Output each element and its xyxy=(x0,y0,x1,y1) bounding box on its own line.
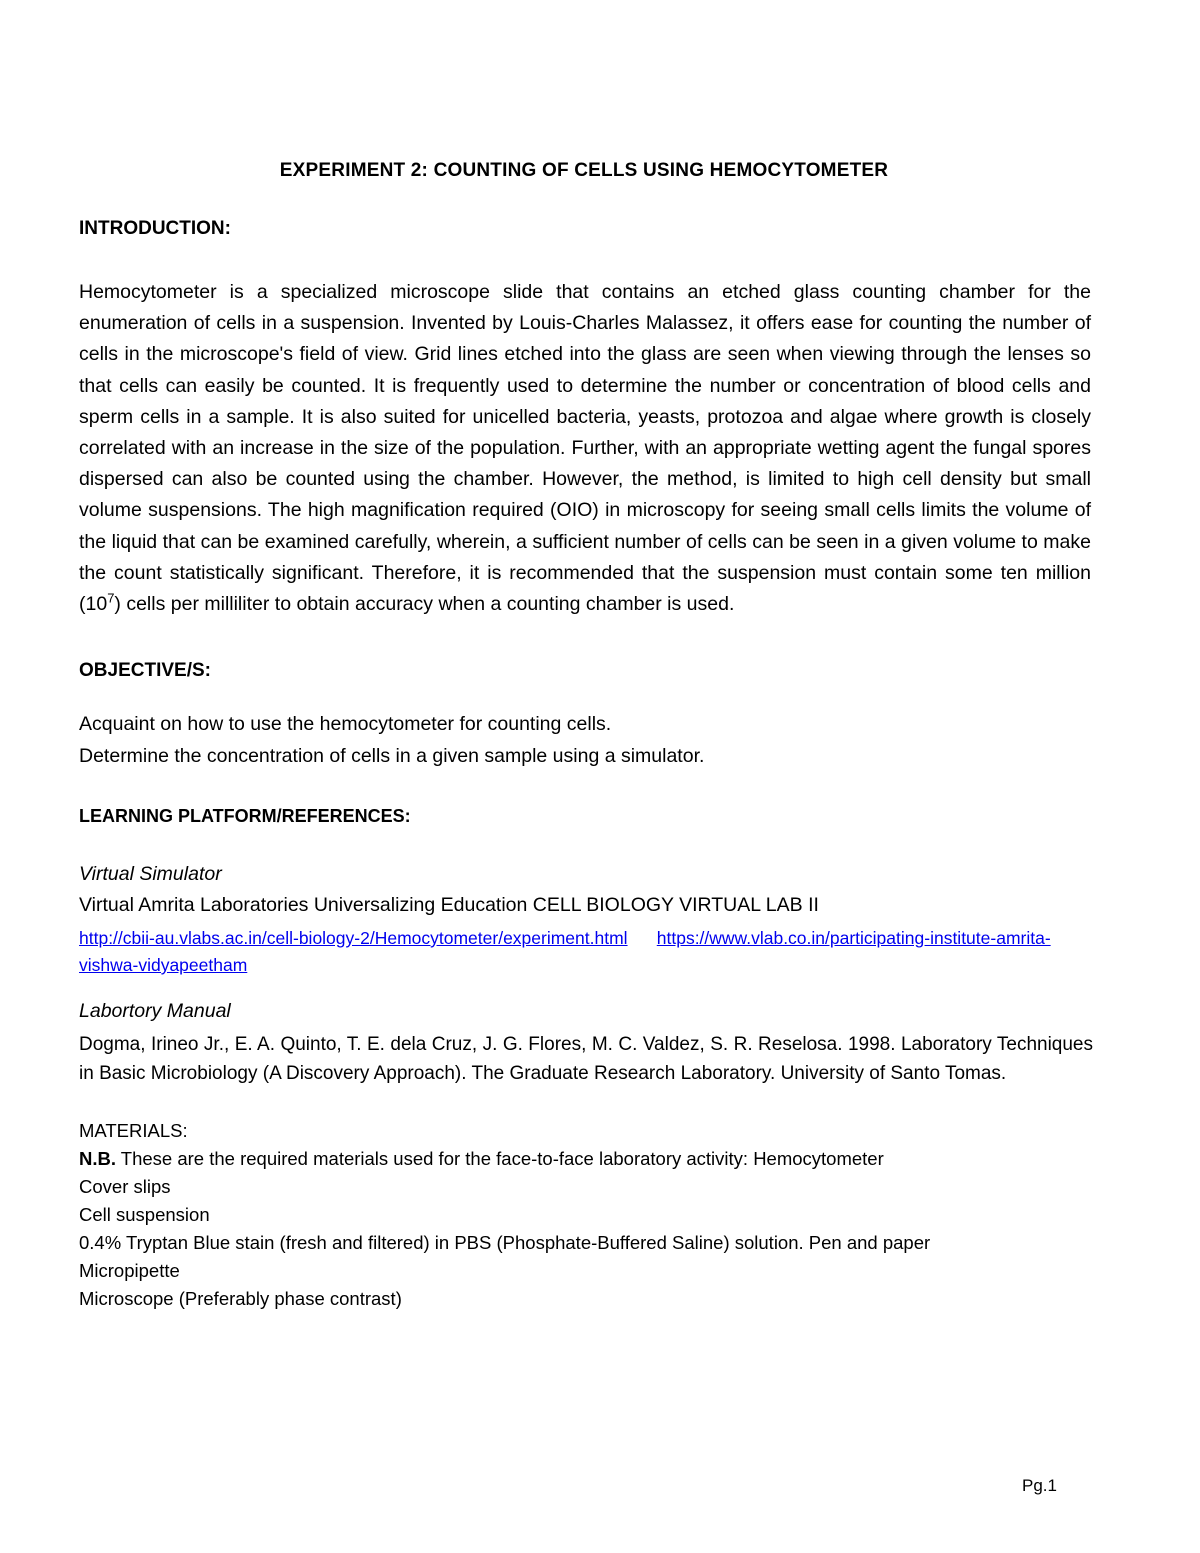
introduction-paragraph xyxy=(79,277,1091,620)
material-item: Cover slips xyxy=(79,1176,171,1197)
materials-heading: MATERIALS: xyxy=(79,1120,188,1141)
material-item: Cell suspension xyxy=(79,1204,210,1225)
simulator-link[interactable]: http://cbii-au.vlabs.ac.in/cell-biology-2/Hemocytometer/experiment.html xyxy=(79,928,628,948)
introduction-text-end: ) cells per milliliter to obtain accuracy when a counting chamber is used. xyxy=(114,593,735,616)
document-title: EXPERIMENT 2: COUNTING OF CELLS USING HEMOCYTOMETER xyxy=(279,160,889,181)
introduction-heading: INTRODUCTION: xyxy=(79,218,231,239)
material-item: 0.4% Tryptan Blue stain (fresh and filtered) in PBS (Phosphate-Buffered Saline) solution. Pen and paper xyxy=(79,1232,931,1253)
nb-text: These are the required materials used for the face-to-face laboratory activity: Hemocytometer xyxy=(116,1148,884,1169)
materials-note xyxy=(79,1148,884,1170)
introduction-text: Hemocytometer is a specialized microscope slide that contains an etched glass counting chamber for the enumeration of cells in a suspension. Invented by Louis-Charles Malassez, it offers ease for counting the number of cells in the microscope's field of view. Grid lines etched into the glass are seen when viewing through the lenses so that cells can easily be counted. It is frequently used to determine the number or concentration of blood cells and sperm cells in a sample. It is also suited for unicelled bacteria, yeasts, protozoa and algae where growth is closely correlated with an increase in the size of the population. Further, with an appropriate wetting agent the fungal spores dispersed can also be counted using the chamber. However, the method, is limited to high cell density but small volume suspensions. The high magnification required (OIO) in microscopy for seeing small cells limits the volume of the liquid that can be examined carefully, wherein, a sufficient number of cells can be seen in a given volume to make the count statistically significant. Therefore, it is recommended that the suspension must contain some ten million (10 xyxy=(79,281,1091,616)
nb-label: N.B. xyxy=(79,1148,116,1169)
exponent: 7 xyxy=(107,590,115,606)
page-number: Pg.1 xyxy=(1022,1476,1057,1495)
manual-citation: Dogma, Irineo Jr., E. A. Quinto, T. E. dela Cruz, J. G. Flores, M. C. Valdez, S. R. Reselosa. 1998. Laboratory Techniques in Basic Microbiology (A Discovery Approach). The Graduate Research Laboratory. University of Santo Tomas. xyxy=(79,1034,1093,1084)
simulator-links xyxy=(79,925,1093,979)
objective-item: Acquaint on how to use the hemocytometer for counting cells. xyxy=(79,713,612,735)
objectives-heading: OBJECTIVE/S: xyxy=(79,660,211,681)
material-item: Micropipette xyxy=(79,1260,180,1281)
manual-label: Labortory Manual xyxy=(79,1000,231,1022)
platform-heading: LEARNING PLATFORM/REFERENCES: xyxy=(79,806,411,826)
simulator-label: Virtual Simulator xyxy=(79,863,222,885)
vlab-institute-link[interactable]: https://www.vlab.co.in/participating-institute-amrita-vishwa-vidyapeetham xyxy=(79,928,1051,975)
simulator-name: Virtual Amrita Laboratories Universalizing Education CELL BIOLOGY VIRTUAL LAB II xyxy=(79,894,819,916)
material-item: Microscope (Preferably phase contrast) xyxy=(79,1288,402,1309)
objective-item: Determine the concentration of cells in a given sample using a simulator. xyxy=(79,745,705,767)
